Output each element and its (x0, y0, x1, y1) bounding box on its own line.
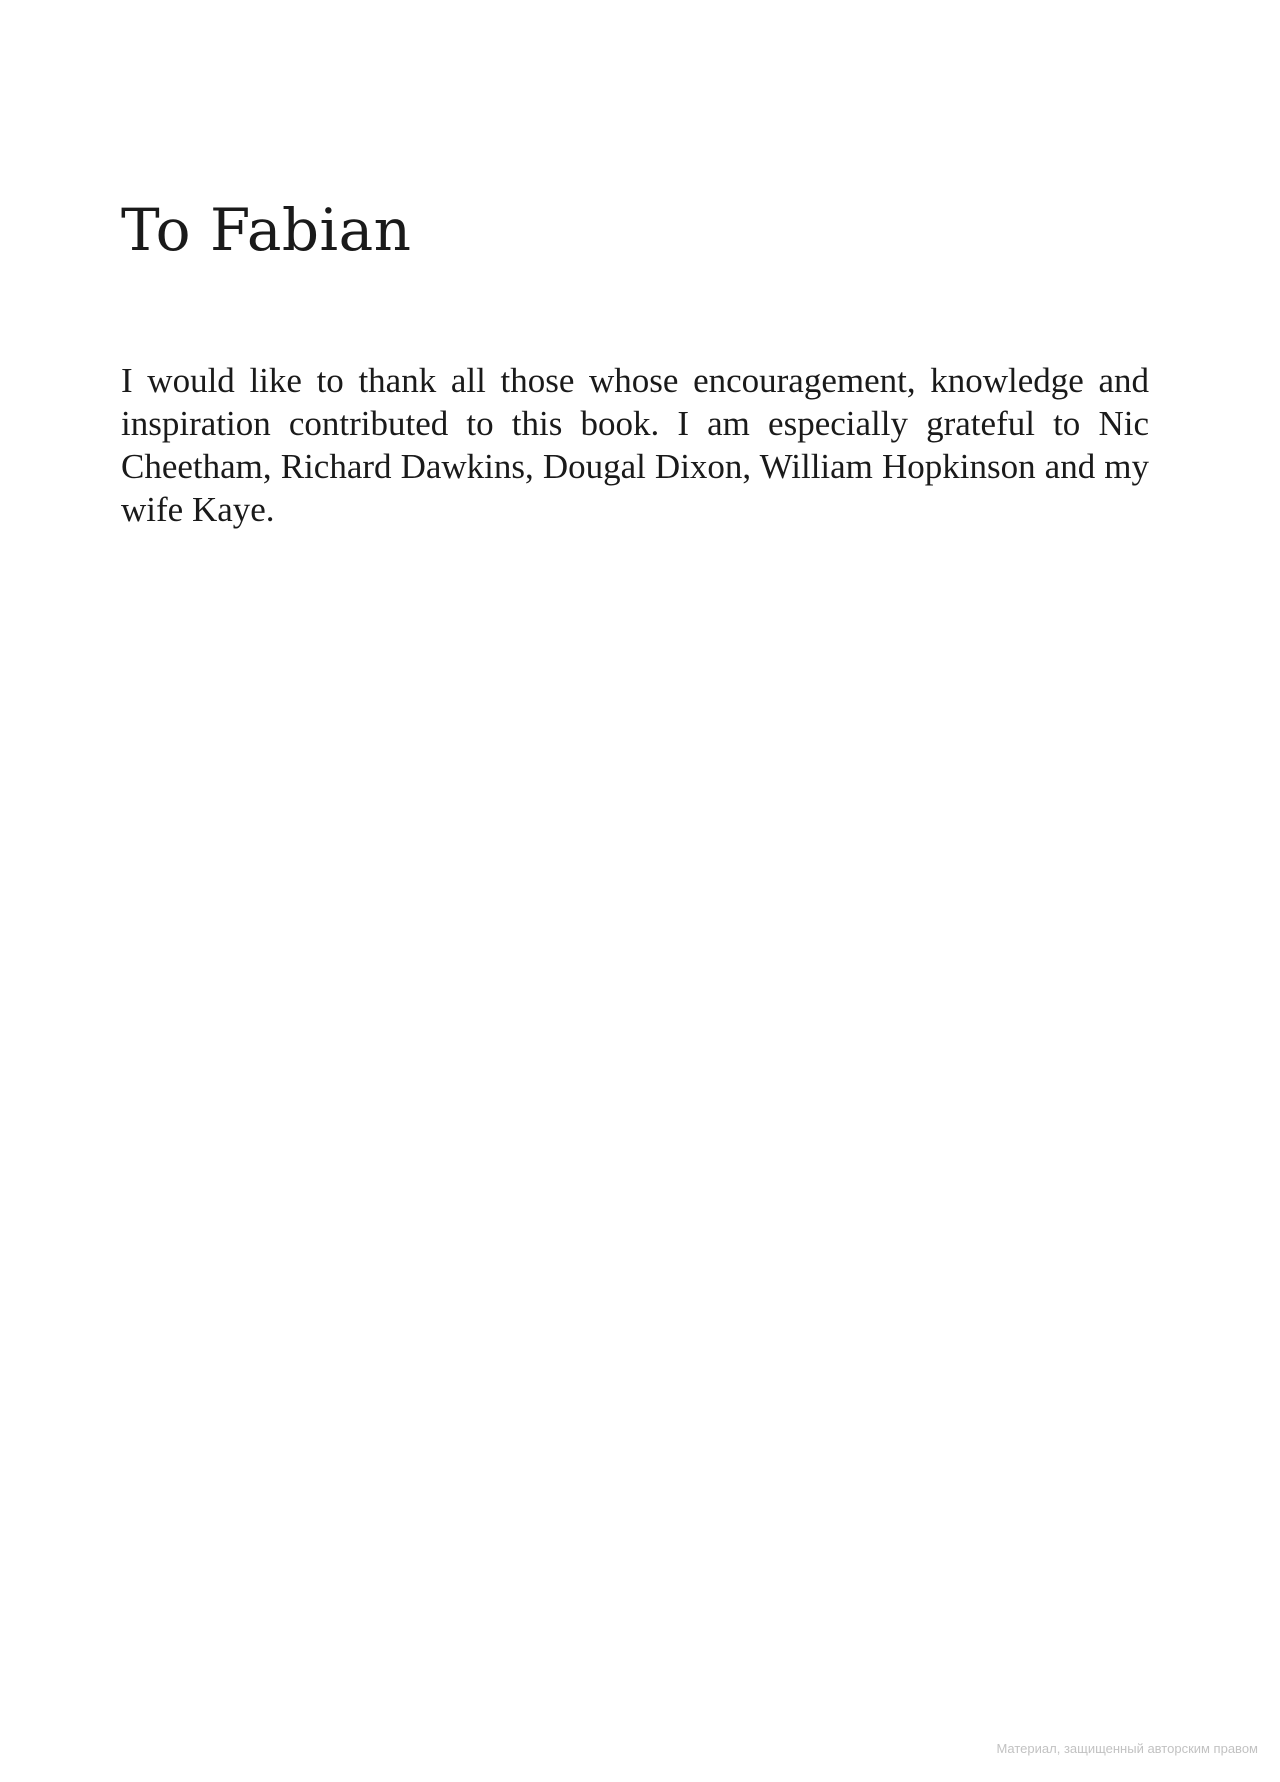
dedication-heading: To Fabian (121, 196, 412, 264)
acknowledgement-paragraph: I would like to thank all those whose encouragement, knowledge and inspiration contributed to this book. I am especially grateful to Nic Cheetham, Richard Dawkins, Dougal Dixon, William Hopkinson and my wife Kaye. (121, 361, 1149, 529)
copyright-watermark: Материал, защищенный авторским правом (996, 1741, 1258, 1756)
